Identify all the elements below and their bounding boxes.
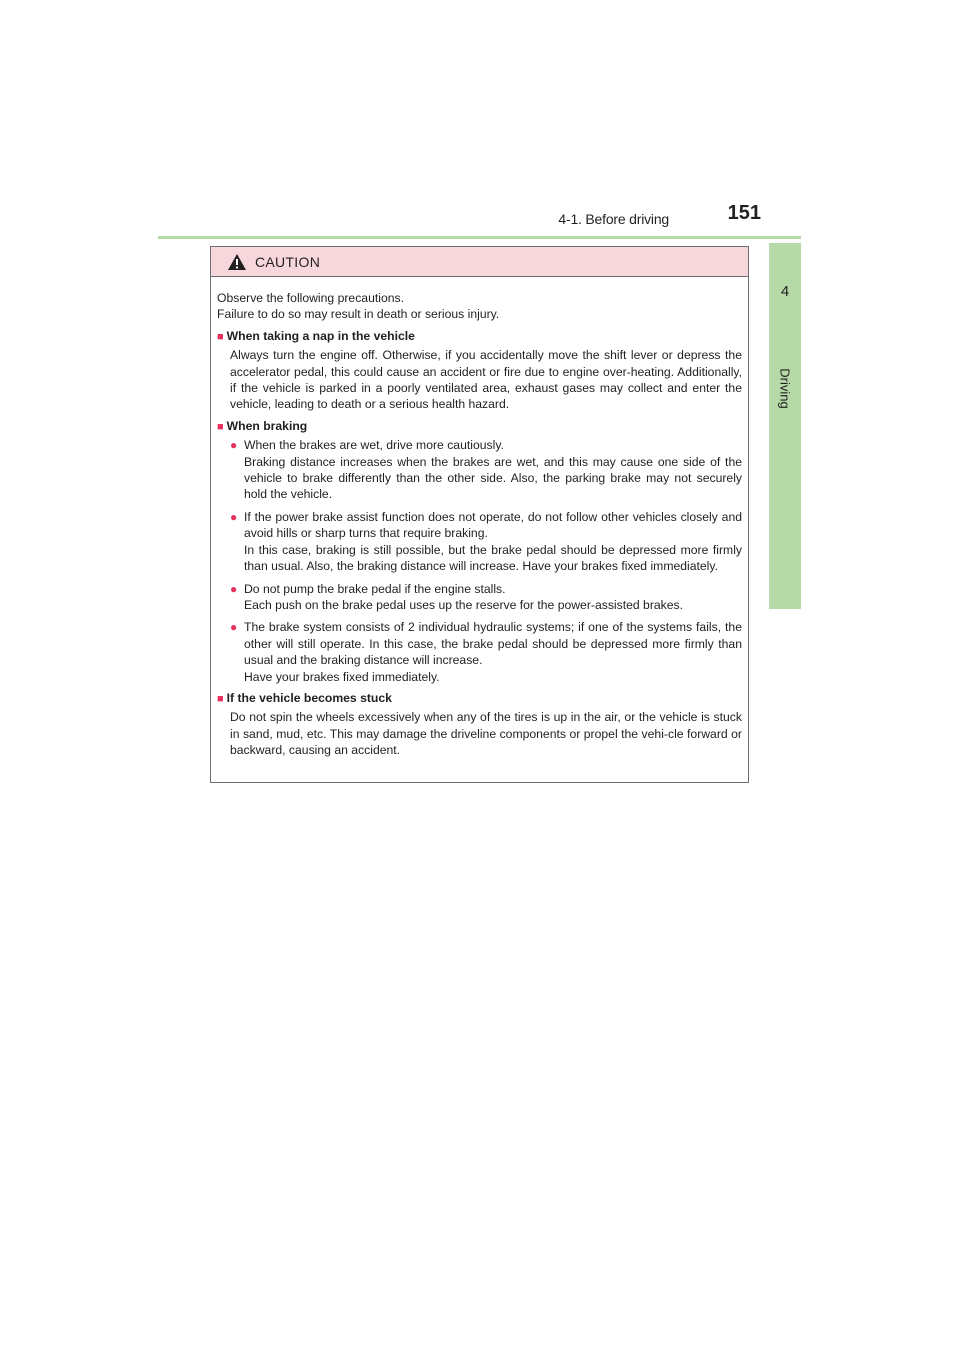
bullet-line: When the brakes are wet, drive more cautiously. [244,438,504,453]
round-bullet-icon: ● [230,509,238,524]
section-stuck [217,690,742,759]
section-title: 4-1. Before driving [558,211,669,227]
warning-triangle-icon [227,253,247,271]
chapter-tab [769,243,801,609]
bullet-line: In this case, braking is still possible, but the brake pedal should be depressed more firmly than usual. Also, the braking distance will increase. Have your brakes fixed immediately. [244,542,742,574]
section-heading: When taking a nap in the vehicle [226,328,415,343]
square-bullet-icon: ■ [217,330,224,343]
square-bullet-icon: ■ [217,692,224,705]
section-heading: If the vehicle becomes stuck [226,690,392,705]
list-item [230,581,742,614]
bullet-line: Braking distance increases when the brakes are wet, and this may cause one side of the vehicle to brake differently than the other side. Also, the parking brake may not securely hold the vehicle. [244,454,742,502]
bullet-line: If the power brake assist function does not operate, do not follow other vehicles closely and avoid hills or sharp turns that require braking. [244,509,742,541]
list-item [230,619,742,685]
intro-line: Observe the following precautions. [217,291,404,305]
bullet-line: The brake system consists of 2 individual hydraulic systems; if one of the systems fails, the other will still operate. In this case, the brake pedal should be depressed more firmly than usual and the braking distance will increase. [244,620,742,668]
page-number: 151 [727,202,761,224]
section-heading: When braking [226,418,308,433]
round-bullet-icon: ● [230,620,238,635]
chapter-label: Driving [777,367,793,409]
bullet-line: Have your brakes fixed immediately. [244,669,440,684]
caution-title: CAUTION [255,253,321,270]
bullet-line: Each push on the brake pedal uses up the reserve for the power-assisted brakes. [244,597,684,612]
section-braking [217,418,742,685]
caution-box [210,246,749,783]
list-item [230,509,742,575]
section-text: Do not spin the wheels excessively when any of the tires is up in the air, or the vehicle is stuck in sand, mud, etc. This may damage the driveline components or propel the vehi-cle forward or backward, causing an accident. [230,710,742,758]
caution-intro [217,290,742,323]
caution-header [211,247,748,277]
round-bullet-icon: ● [230,438,238,453]
section-text: Always turn the engine off. Otherwise, if you accidentally move the shift lever or depress the accelerator pedal, this could cause an accident or fire due to engine over-heating. Additionally, if the vehicle is parked in a poorly ventilated area, exhaust gases may collect and enter the vehicle, leading to death or a serious health hazard. [230,348,742,412]
bullet-line: Do not pump the brake pedal if the engine stalls. [244,581,506,596]
round-bullet-icon: ● [230,581,238,596]
intro-line: Failure to do so may result in death or serious injury. [217,307,500,322]
chapter-number: 4 [780,283,790,300]
square-bullet-icon: ■ [217,420,224,433]
list-item [230,437,742,503]
section-nap [217,328,742,413]
page-header [158,200,801,239]
caution-body [211,277,748,759]
